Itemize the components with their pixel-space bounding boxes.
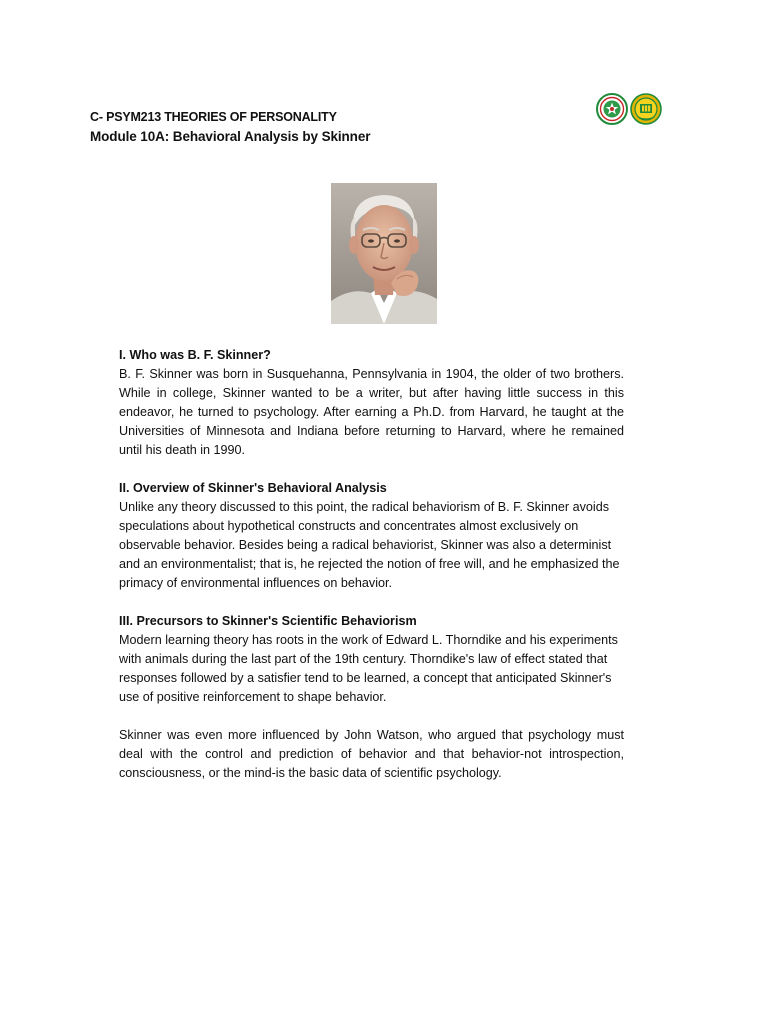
university-seal-icon	[596, 93, 628, 125]
section-paragraph: Unlike any theory discussed to this point, the radical behaviorism of B. F. Skinner avoids speculations about hypothetical constructs and concentrates almost exclusively on observable behavior. Besides being a radical behaviorist, Skinner was also a determinist and an environmentalist; that is, he rejected the notion of free will, and he emphasized the primacy of environmental influences on behavior.	[119, 500, 620, 590]
course-code: C- PSYM213 THEORIES OF PERSONALITY	[90, 110, 337, 124]
skinner-portrait	[331, 183, 437, 324]
section-precursors	[119, 612, 624, 783]
section-heading: II. Overview of Skinner's Behavioral Analysis	[119, 481, 387, 495]
section-paragraph: B. F. Skinner was born in Susquehanna, Pennsylvania in 1904, the older of two brothers. While in college, Skinner wanted to be a writer, but after having little success in this endeavor, he turned to psychology. After earning a Ph.D. from Harvard, he taught at the Universities of Minnesota and Indiana before returning to Harvard, where he remained until his death in 1990.	[119, 367, 624, 457]
portrait-image	[331, 183, 437, 324]
module-title: Module 10A: Behavioral Analysis by Skinner	[90, 129, 371, 144]
section-heading: III. Precursors to Skinner's Scientific Behaviorism	[119, 614, 417, 628]
document-body	[119, 346, 624, 783]
section-who-was-skinner	[119, 346, 624, 460]
section-overview	[119, 479, 624, 593]
college-seal-icon	[630, 93, 662, 125]
section-paragraph: Modern learning theory has roots in the work of Edward L. Thorndike and his experiments with animals during the last part of the 19th century. Thorndike's law of effect stated that responses followed by a satisfier tend to be learned, a concept that anticipated Skinner's use of positive reinforcement to shape behavior.	[119, 633, 618, 704]
institution-logos	[596, 93, 666, 127]
section-paragraph: Skinner was even more influenced by John Watson, who argued that psychology must deal with the control and prediction of behavior and that behavior-not introspection, consciousness, or the mind-is the basic data of scientific psychology.	[119, 728, 624, 780]
section-heading: I. Who was B. F. Skinner?	[119, 348, 271, 362]
